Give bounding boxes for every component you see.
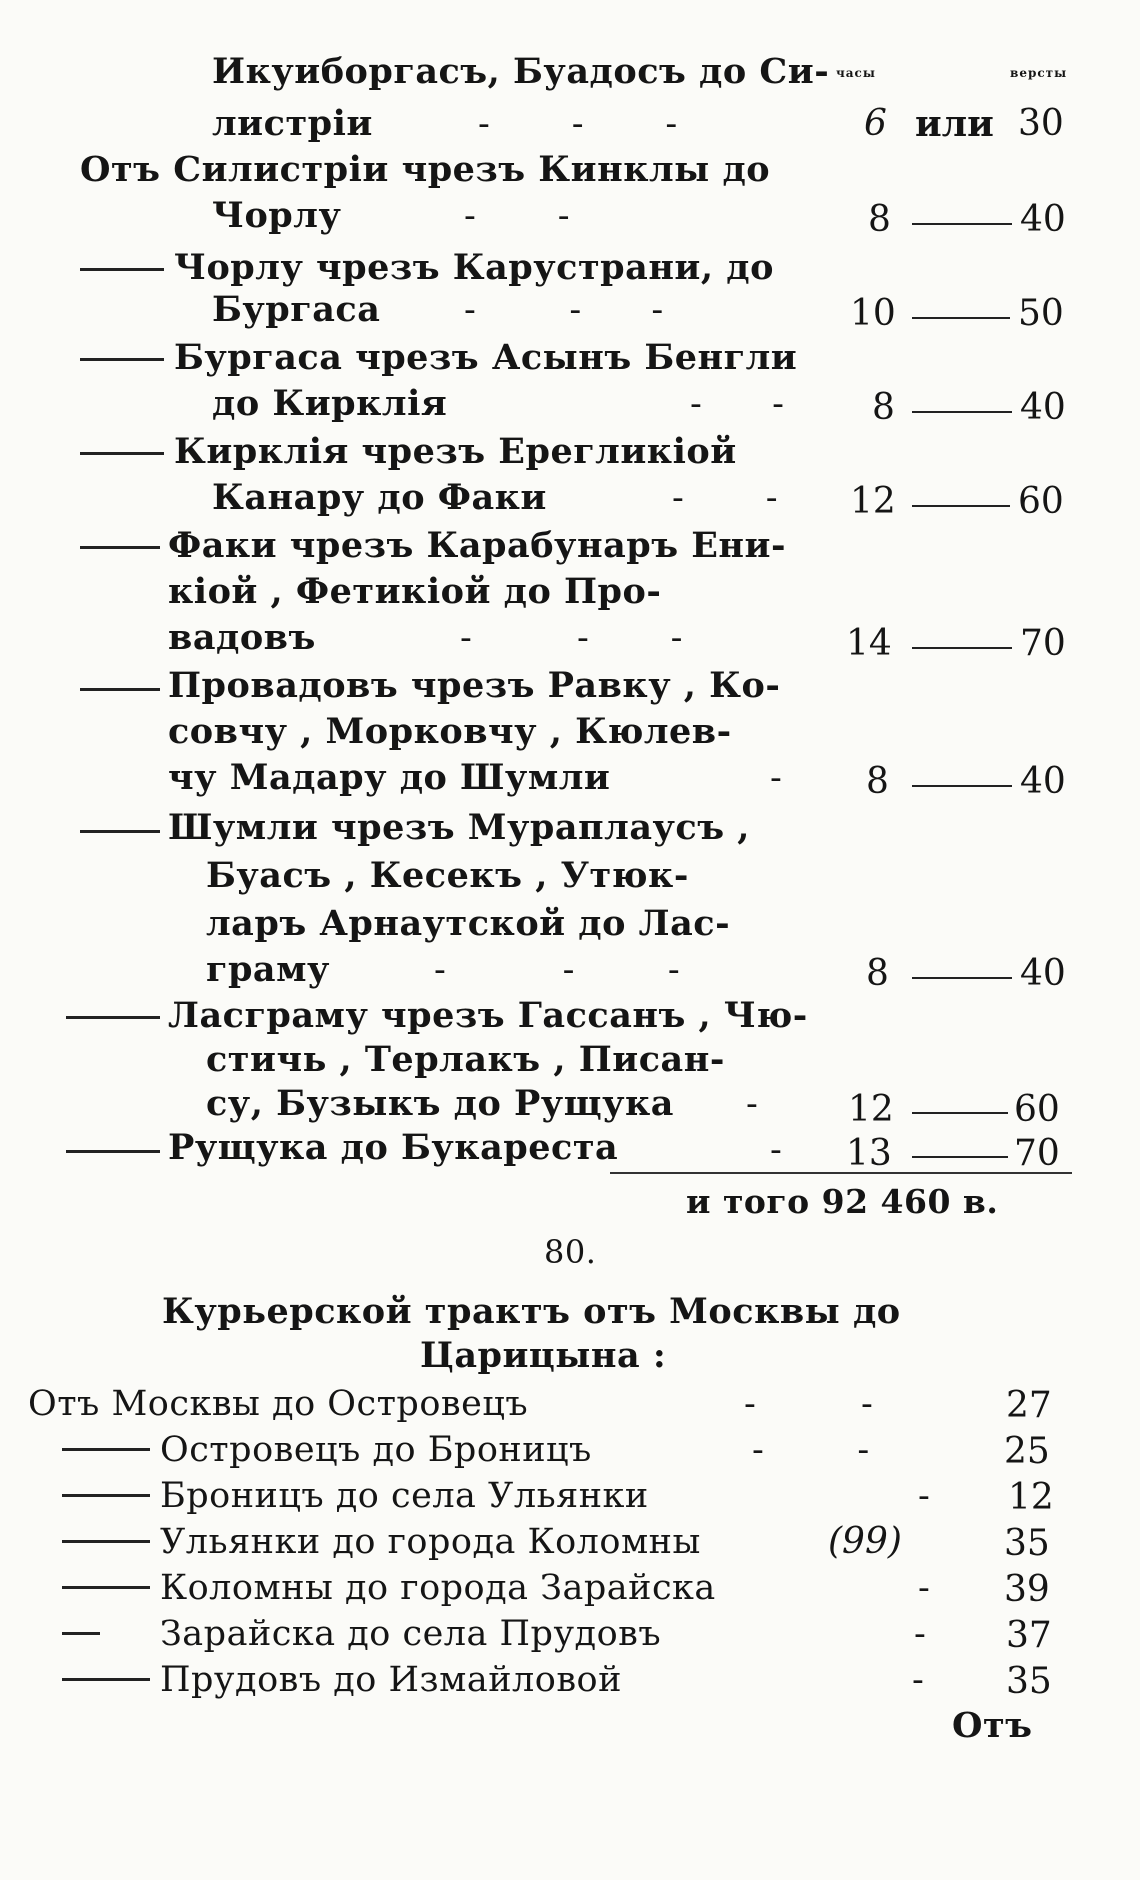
hours-column-label: часы: [836, 66, 876, 80]
ditto-rule: [62, 1586, 150, 1589]
route1-total: и того 92 460 в.: [686, 1182, 999, 1221]
route1-row-line2: Чорлу: [212, 195, 342, 236]
ditto-dashes: -: [770, 1130, 783, 1170]
leader-rule: [912, 411, 1012, 413]
ditto-rule: [80, 452, 164, 455]
route1-row-line2: Канару до Факи: [212, 477, 547, 518]
ditto-dashes: -: [914, 1614, 927, 1654]
route2-row-text: Островецъ до Броницъ: [160, 1430, 592, 1470]
route1-intro-conj: или: [915, 103, 994, 145]
ditto-dashes: - -: [690, 384, 785, 424]
route2-row-versts: 39: [1004, 1569, 1050, 1610]
ditto-rule: [62, 1448, 150, 1451]
route1-row-line4: граму: [206, 949, 330, 990]
route2-row-text: Ульянки до города Коломны: [160, 1522, 701, 1562]
route1-row-hours: 13: [846, 1133, 892, 1174]
ditto-dashes: - - -: [478, 104, 678, 144]
route1-row-hours: 8: [866, 953, 889, 994]
route1-row-versts: 70: [1014, 1133, 1060, 1174]
route1-row-hours: 10: [850, 293, 896, 334]
ditto-rule: [80, 358, 164, 361]
route1-intro-line2: листріи: [212, 103, 373, 144]
ditto-rule: [80, 268, 164, 271]
route1-row-line1: Рущука до Букареста: [168, 1127, 619, 1168]
route1-row-hours: 12: [848, 1089, 894, 1130]
catchword: Отъ: [952, 1705, 1033, 1746]
route1-row-hours: 14: [846, 623, 892, 664]
leader-rule: [912, 1156, 1008, 1158]
route1-row-hours: 8: [872, 387, 895, 428]
route1-row-line1: Провадовъ чрезъ Равку , Ко-: [168, 665, 781, 706]
ditto-dashes: - -: [464, 196, 571, 236]
ditto-dashes: -: [746, 1084, 759, 1124]
leader-rule: [912, 1112, 1008, 1114]
route1-row-line1: Шумли чрезъ Мураплаусъ ,: [168, 807, 750, 848]
leader-rule: [912, 647, 1012, 649]
route1-row-line3: чу Мадару до Шумли: [168, 757, 611, 798]
route1-row-versts: 40: [1020, 761, 1066, 802]
route1-row-versts: 50: [1018, 293, 1064, 334]
ditto-rule: [62, 1494, 150, 1497]
route1-row-line2: стичь , Терлакъ , Писан-: [206, 1039, 725, 1080]
route1-row-line3: ларъ Арнаутской до Лас-: [206, 903, 731, 944]
route2-row-versts: 35: [1006, 1661, 1052, 1702]
ditto-rule: [66, 1016, 160, 1019]
route1-row-versts: 40: [1020, 953, 1066, 994]
route1-row-line1: Ласграму чрезъ Гассанъ , Чю-: [168, 995, 808, 1036]
route1-row-line1: Кирклія чрезъ Ерегликіой: [174, 431, 737, 472]
ditto-dashes: - - -: [460, 618, 683, 658]
ditto-dashes: - -: [672, 478, 779, 518]
ditto-dashes: - -: [752, 1430, 870, 1470]
route1-row-hours: 8: [868, 199, 891, 240]
ditto-rule: [66, 1150, 160, 1153]
ditto-dashes: - - -: [434, 950, 681, 990]
route2-title-line1: Курьерской трактъ отъ Москвы до: [162, 1291, 901, 1332]
route2-row-versts: 35: [1004, 1523, 1050, 1564]
total-rule: [610, 1172, 1072, 1174]
ditto-dashes: - - -: [464, 290, 664, 330]
leader-rule: [912, 977, 1012, 979]
route1-row-hours: 12: [850, 481, 896, 522]
route1-row-line1: Факи чрезъ Карабунаръ Ени-: [168, 525, 787, 566]
route2-row-text: Броницъ до села Ульянки: [160, 1476, 649, 1516]
ditto-rule: [80, 830, 160, 833]
ditto-rule: [80, 546, 160, 549]
ditto-rule: [62, 1678, 150, 1681]
ditto-dashes: -: [912, 1660, 925, 1700]
route1-row-line3: су, Бузыкъ до Рущука: [206, 1083, 674, 1124]
leader-rule: [912, 223, 1012, 225]
route1-intro-hours: 6: [864, 103, 887, 144]
route1-row-line2: до Кирклія: [212, 383, 448, 424]
ditto-dashes: -: [918, 1476, 931, 1516]
route1-row-versts: 40: [1020, 387, 1066, 428]
route2-title-line2: Царицына :: [420, 1335, 667, 1376]
section-number: 80.: [544, 1233, 597, 1271]
route1-row-versts: 40: [1020, 199, 1066, 240]
ditto-dashes: - -: [744, 1384, 874, 1424]
route1-row-line2: Бургаса: [212, 289, 381, 330]
route2-row-versts: 25: [1004, 1431, 1050, 1472]
route1-row-line2: кіой , Фетикіой до Про-: [168, 571, 662, 612]
route2-row-text: Отъ Москвы до Островецъ: [28, 1384, 529, 1424]
route1-row-versts: 70: [1020, 623, 1066, 664]
versts-column-label: версты: [1010, 66, 1068, 80]
route2-row-text: Прудовъ до Измайловой: [160, 1660, 622, 1700]
route2-row-versts: 12: [1008, 1477, 1054, 1518]
route1-row-line1: Отъ Силистріи чрезъ Кинклы до: [80, 149, 771, 190]
route1-intro-versts: 30: [1018, 103, 1064, 144]
route1-row-line2: совчу , Морковчу , Кюлев-: [168, 711, 732, 752]
ditto-dashes: -: [770, 758, 783, 798]
route1-row-line3: вадовъ: [168, 617, 316, 658]
route2-row-note: (99): [828, 1521, 902, 1562]
route2-row-text: Коломны до города Зарайска: [160, 1568, 716, 1608]
leader-rule: [912, 505, 1010, 507]
route2-row-versts: 37: [1006, 1615, 1052, 1656]
ditto-dashes: -: [918, 1568, 931, 1608]
ditto-rule: [62, 1632, 100, 1635]
route1-row-hours: 8: [866, 761, 889, 802]
route1-intro-line1: Икуиборгасъ, Буадосъ до Си-: [212, 51, 830, 92]
route1-row-versts: 60: [1014, 1089, 1060, 1130]
route1-row-line2: Буасъ , Кесекъ , Утюк-: [206, 855, 689, 896]
route1-row-versts: 60: [1018, 481, 1064, 522]
route1-row-line1: Бургаса чрезъ Асынъ Бенгли: [174, 337, 798, 378]
route2-row-versts: 27: [1006, 1385, 1052, 1426]
leader-rule: [912, 785, 1012, 787]
route2-row-text: Зарайска до села Прудовъ: [160, 1614, 662, 1654]
ditto-rule: [80, 688, 160, 691]
ditto-rule: [62, 1540, 150, 1543]
route1-row-line1: Чорлу чрезъ Карустрани, до: [174, 247, 774, 288]
leader-rule: [912, 317, 1010, 319]
